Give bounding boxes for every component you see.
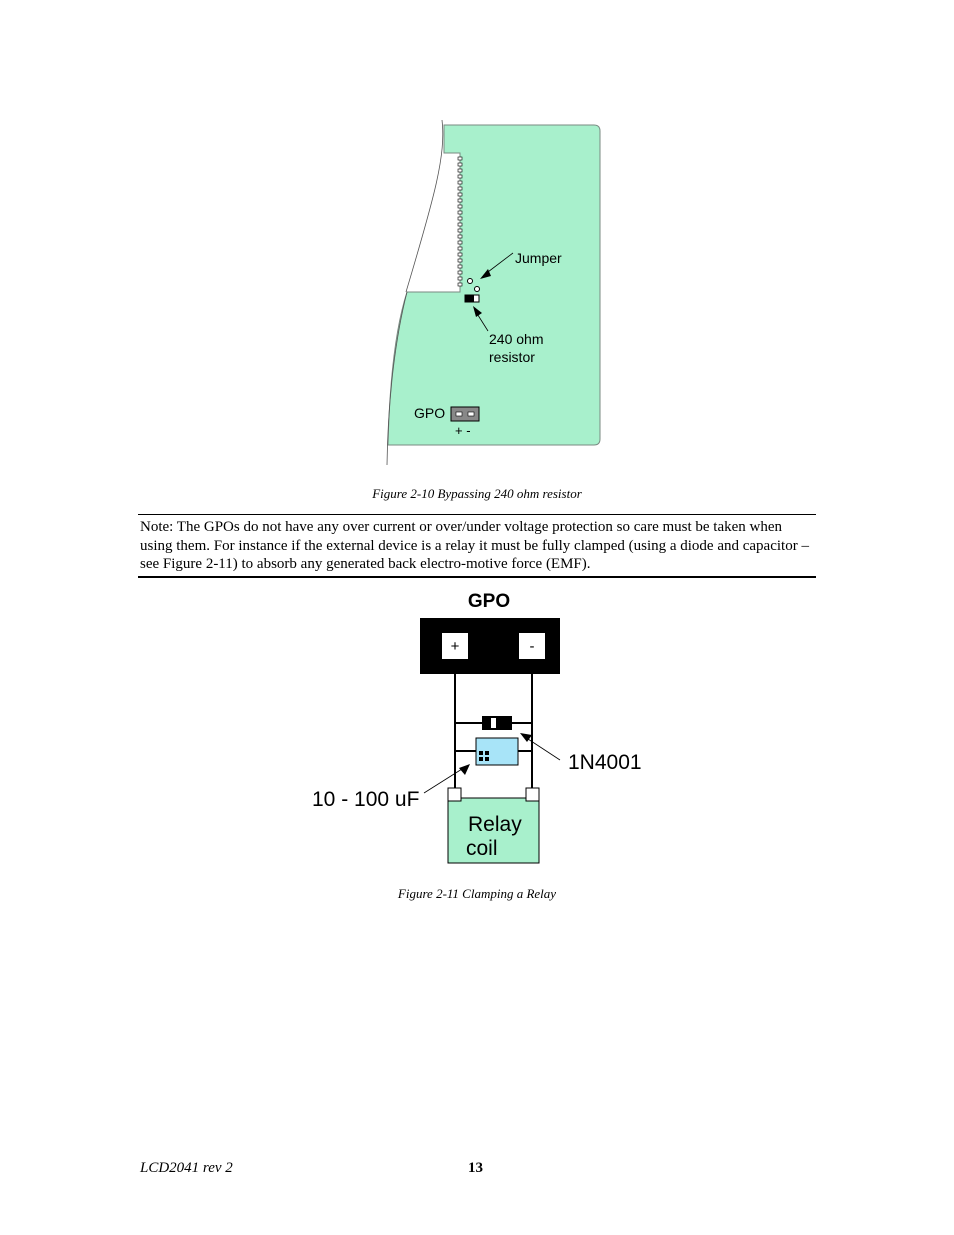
header-pin	[458, 265, 462, 268]
resistor-label: 240 ohm	[489, 331, 544, 347]
header-pin	[458, 193, 462, 196]
resistor-label: resistor	[489, 349, 535, 365]
header-pin	[458, 259, 462, 262]
header-pin	[458, 187, 462, 190]
header-pin	[458, 277, 462, 280]
header-pin	[458, 253, 462, 256]
header-pin	[458, 241, 462, 244]
plus-terminal-label: +	[450, 638, 460, 655]
header-pin	[458, 205, 462, 208]
capacitor-label: 10 - 100 uF	[312, 788, 420, 811]
header-pin	[458, 211, 462, 214]
note-box	[138, 514, 816, 578]
relay-label: coil	[466, 837, 498, 860]
jumper-label: Jumper	[515, 250, 562, 266]
header-pin	[458, 169, 462, 172]
jumper-pad	[475, 287, 480, 292]
footer-page-number: 13	[468, 1160, 483, 1176]
header-pin	[458, 199, 462, 202]
figure-caption: Figure 2-11 Clamping a Relay	[397, 886, 557, 901]
header-pin	[458, 247, 462, 250]
gpo-label: GPO	[414, 405, 446, 421]
figure-caption: Figure 2-10 Bypassing 240 ohm resistor	[372, 486, 582, 501]
jumper-pad	[468, 279, 473, 284]
header-pin	[458, 229, 462, 232]
gpo-connector	[451, 407, 479, 421]
header-pin	[458, 217, 462, 220]
diode-label: 1N4001	[568, 751, 642, 774]
gpo-title: GPO	[467, 591, 511, 612]
relay-terminal	[448, 788, 461, 801]
figure-bypass-resistor	[380, 115, 610, 470]
header-pin	[458, 175, 462, 178]
diode-1n4001	[482, 716, 512, 730]
header-pin	[458, 181, 462, 184]
header-pin	[458, 157, 462, 160]
minus-terminal-label: -	[529, 638, 535, 655]
header-pin	[458, 271, 462, 274]
header-pin	[458, 223, 462, 226]
header-pin	[458, 235, 462, 238]
relay-label: Relay	[468, 813, 522, 836]
relay-terminal	[526, 788, 539, 801]
header-pin	[458, 283, 462, 286]
note-text: Note: The GPOs do not have any over current or over/under voltage protection so care must be taken when using them. For instance if the external device is a relay it must be fully clamped (using a diode and capacitor – see Figure 2-11) to absorb any generated back electro-motive force (EMF).	[140, 519, 809, 572]
board-edge-curve	[406, 120, 443, 292]
pcb-board	[388, 125, 600, 445]
gpo-polarity-label: + -	[455, 423, 471, 438]
footer-doc-title: LCD2041 rev 2	[140, 1160, 233, 1176]
figure-clamping-relay	[300, 585, 660, 870]
header-pin	[458, 163, 462, 166]
